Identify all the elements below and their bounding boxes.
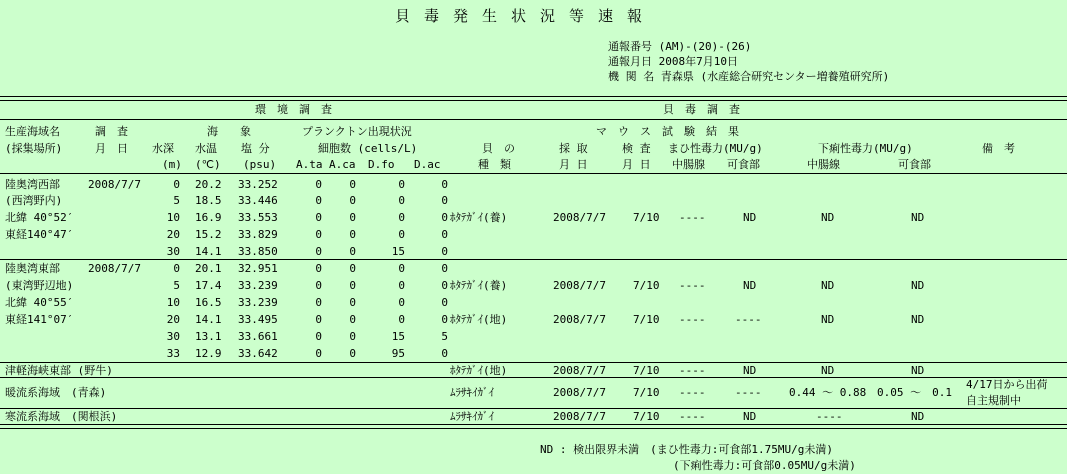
page-title: 貝毒発生状況等速報 (395, 7, 657, 25)
depth: 0 (173, 178, 180, 191)
survey-date: 2008/7/7 (88, 262, 141, 275)
area-name: 暖流系海域 (青森) (5, 386, 107, 399)
dac-count: 0 (441, 279, 448, 292)
dsp-mid: ND (821, 313, 835, 326)
water-temp: 13.1 (195, 330, 222, 343)
rule-tsugaru (0, 377, 1067, 378)
header-shell: 貝 の (482, 142, 515, 155)
shell-species: ﾎﾀﾃｶﾞｲ(地) (450, 364, 508, 377)
report-date: 通報月日 2008年7月10日 (608, 55, 738, 68)
aca-count: 0 (349, 330, 356, 343)
area-name: 陸奥湾西部 (5, 178, 60, 191)
aca-count: 0 (349, 194, 356, 207)
header-sea: 海 象 (207, 125, 251, 138)
salinity: 33.239 (238, 296, 278, 309)
dfo-count: 0 (398, 262, 405, 275)
psp-mid: ---- (679, 386, 706, 399)
area-name: 寒流系海域 (関根浜) (5, 410, 118, 423)
dfo-count: 0 (398, 279, 405, 292)
dac-count: 0 (441, 347, 448, 360)
aca-count: 0 (349, 313, 356, 326)
shell-species: ﾑﾗｻｷｲｶﾞｲ (450, 410, 494, 423)
header-salinity: 塩 分 (241, 142, 270, 155)
salinity: 33.850 (238, 245, 278, 258)
header-cell-count: 細胞数 (cells/L) (318, 142, 418, 155)
latitude: 北緯 40°52′ (5, 211, 74, 224)
dsp-edible: ND (911, 279, 925, 292)
water-temp: 20.1 (195, 262, 222, 275)
dac-count: 5 (441, 330, 448, 343)
header-test-md: 月 日 (622, 158, 651, 171)
sample-date: 2008/7/7 (553, 279, 606, 292)
rule-bottom-2 (0, 428, 1067, 429)
psp-edible: ND (743, 364, 757, 377)
depth: 10 (166, 211, 180, 224)
header-plankton: プランクトン出現状況 (302, 125, 412, 138)
water-temp: 12.9 (195, 347, 222, 360)
salinity: 33.252 (238, 178, 278, 191)
sample-date: 2008/7/7 (553, 364, 606, 377)
ata-count: 0 (315, 296, 322, 309)
rule-group1 (0, 259, 1067, 260)
dac-count: 0 (441, 245, 448, 258)
salinity: 33.446 (238, 194, 278, 207)
header-dfo: D.fo (368, 158, 395, 171)
header-dsp-edible: 可食部 (898, 158, 931, 171)
longitude: 東経140°47′ (5, 228, 74, 241)
salinity: 33.661 (238, 330, 278, 343)
dfo-count: 0 (398, 313, 405, 326)
latitude: 北緯 40°55′ (5, 296, 74, 309)
sampling-place: (西湾野内) (5, 194, 63, 207)
psp-edible: ---- (735, 313, 762, 326)
sample-date: 2008/7/7 (553, 211, 606, 224)
longitude: 東経141°07′ (5, 313, 74, 326)
dsp-edible: 0.05 ～ 0.1 (877, 386, 952, 399)
header-sampling-place: (採集場所) (5, 142, 63, 155)
header-dsp: 下痢性毒力(MU/g) (818, 142, 913, 155)
dsp-edible: ND (911, 313, 925, 326)
aca-count: 0 (349, 211, 356, 224)
psp-edible: ---- (735, 386, 762, 399)
header-survey: 調 査 (95, 125, 128, 138)
ata-count: 0 (315, 245, 322, 258)
toxin-survey-header: 貝 毒 調 査 (663, 103, 740, 116)
report-number: 通報番号 (AM)-(20)-(26) (608, 40, 752, 53)
ata-count: 0 (315, 194, 322, 207)
rule-header-bottom (0, 173, 1067, 174)
depth: 10 (166, 296, 180, 309)
depth: 20 (166, 313, 180, 326)
water-temp: 16.5 (195, 296, 222, 309)
aca-count: 0 (349, 228, 356, 241)
ata-count: 0 (315, 330, 322, 343)
dsp-mid: 0.44 ～ 0.88 (789, 386, 867, 399)
shell-species: ﾎﾀﾃｶﾞｲ(養) (450, 211, 508, 224)
dsp-mid: ND (821, 211, 835, 224)
rule-warm (0, 408, 1067, 409)
header-remarks: 備 考 (982, 142, 1015, 155)
aca-count: 0 (349, 347, 356, 360)
salinity: 33.553 (238, 211, 278, 224)
shell-species: ﾑﾗｻｷｲｶﾞｲ (450, 386, 494, 399)
header-test: 検 査 (622, 142, 651, 155)
depth: 20 (166, 228, 180, 241)
dfo-count: 95 (391, 347, 405, 360)
dac-count: 0 (441, 228, 448, 241)
footnote-line-2: (下痢性毒力:可食部0.05MU/g未満) (673, 459, 856, 472)
remark: 4/17日から出荷 (966, 378, 1048, 391)
dfo-count: 15 (391, 245, 405, 258)
dsp-mid: ND (821, 279, 835, 292)
rule-top-2 (0, 100, 1067, 101)
psp-mid: ---- (679, 279, 706, 292)
sample-date: 2008/7/7 (553, 410, 606, 423)
sample-date: 2008/7/7 (553, 386, 606, 399)
rule-bottom (0, 424, 1067, 425)
sample-date: 2008/7/7 (553, 313, 606, 326)
dac-count: 0 (441, 194, 448, 207)
ata-count: 0 (315, 279, 322, 292)
shell-species: ﾎﾀﾃｶﾞｲ(養) (450, 279, 508, 292)
header-sample: 採 取 (559, 142, 588, 155)
header-dsp-mid: 中腸線 (807, 158, 840, 171)
depth: 0 (173, 262, 180, 275)
salinity: 33.829 (238, 228, 278, 241)
salinity: 33.239 (238, 279, 278, 292)
area-name: 津軽海峡東部 (野牛) (5, 364, 113, 377)
depth: 5 (173, 194, 180, 207)
env-survey-header: 環 境 調 査 (255, 103, 332, 116)
aca-count: 0 (349, 262, 356, 275)
dfo-count: 0 (398, 228, 405, 241)
header-depth-unit: (m) (162, 158, 182, 171)
ata-count: 0 (315, 262, 322, 275)
footnote-line-1: ND : 検出限界未満 (まひ性毒力:可食部1.75MU/g未満) (540, 443, 833, 456)
dfo-count: 15 (391, 330, 405, 343)
ata-count: 0 (315, 347, 322, 360)
water-temp: 20.2 (195, 178, 222, 191)
salinity: 32.951 (238, 262, 278, 275)
test-date: 7/10 (633, 364, 660, 377)
rule-header (0, 119, 1067, 120)
water-temp: 14.1 (195, 245, 222, 258)
header-depth: 水深 (152, 142, 174, 155)
test-date: 7/10 (633, 386, 660, 399)
water-temp: 15.2 (195, 228, 222, 241)
header-salinity-unit: (psu) (243, 158, 277, 171)
ata-count: 0 (315, 211, 322, 224)
test-date: 7/10 (633, 279, 660, 292)
test-date: 7/10 (633, 211, 660, 224)
dac-count: 0 (441, 262, 448, 275)
dac-count: 0 (441, 313, 448, 326)
header-sample-md: 月 日 (559, 158, 588, 171)
dsp-edible: ND (911, 410, 925, 423)
dfo-count: 0 (398, 211, 405, 224)
psp-edible: ND (743, 410, 757, 423)
sampling-place: (東湾野辺地) (5, 279, 74, 292)
agency: 機 関 名 青森県 (水産総合研究センター増養殖研究所) (608, 70, 890, 83)
area-name: 陸奥湾東部 (5, 262, 60, 275)
psp-mid: ---- (679, 410, 706, 423)
rule-group2 (0, 362, 1067, 363)
aca-count: 0 (349, 279, 356, 292)
psp-edible: ND (743, 279, 757, 292)
dac-count: 0 (441, 296, 448, 309)
depth: 5 (173, 279, 180, 292)
header-month-day: 月 日 (95, 142, 128, 155)
water-temp: 14.1 (195, 313, 222, 326)
header-psp-edible: 可食部 (727, 158, 760, 171)
header-temp-unit: (℃) (195, 158, 221, 171)
water-temp: 17.4 (195, 279, 222, 292)
survey-date: 2008/7/7 (88, 178, 141, 191)
header-water-temp: 水温 (195, 142, 217, 155)
depth: 33 (166, 347, 180, 360)
remark: 自主規制中 (966, 394, 1021, 407)
psp-edible: ND (743, 211, 757, 224)
psp-mid: ---- (679, 313, 706, 326)
water-temp: 18.5 (195, 194, 222, 207)
water-temp: 16.9 (195, 211, 222, 224)
psp-mid: ---- (679, 364, 706, 377)
header-area-name: 生産海域名 (5, 125, 60, 138)
dac-count: 0 (441, 211, 448, 224)
depth: 30 (166, 330, 180, 343)
header-psp: まひ性毒力(MU/g) (668, 142, 763, 155)
ata-count: 0 (315, 313, 322, 326)
header-psp-mid: 中腸腺 (672, 158, 705, 171)
salinity: 33.495 (238, 313, 278, 326)
ata-count: 0 (315, 228, 322, 241)
dac-count: 0 (441, 178, 448, 191)
rule-top (0, 96, 1067, 97)
dfo-count: 0 (398, 296, 405, 309)
ata-count: 0 (315, 178, 322, 191)
aca-count: 0 (349, 245, 356, 258)
dsp-mid: ---- (816, 410, 843, 423)
dfo-count: 0 (398, 178, 405, 191)
test-date: 7/10 (633, 410, 660, 423)
header-species: 種 類 (478, 158, 511, 171)
aca-count: 0 (349, 296, 356, 309)
header-ata: A.ta (296, 158, 323, 171)
dsp-edible: ND (911, 364, 925, 377)
dsp-mid: ND (821, 364, 835, 377)
depth: 30 (166, 245, 180, 258)
dfo-count: 0 (398, 194, 405, 207)
aca-count: 0 (349, 178, 356, 191)
header-dac: D.ac (414, 158, 441, 171)
dsp-edible: ND (911, 211, 925, 224)
header-mouse: マ ウ ス 試 験 結 果 (596, 125, 739, 138)
test-date: 7/10 (633, 313, 660, 326)
salinity: 33.642 (238, 347, 278, 360)
header-aca: A.ca (329, 158, 356, 171)
psp-mid: ---- (679, 211, 706, 224)
shell-species: ﾎﾀﾃｶﾞｲ(地) (450, 313, 508, 326)
